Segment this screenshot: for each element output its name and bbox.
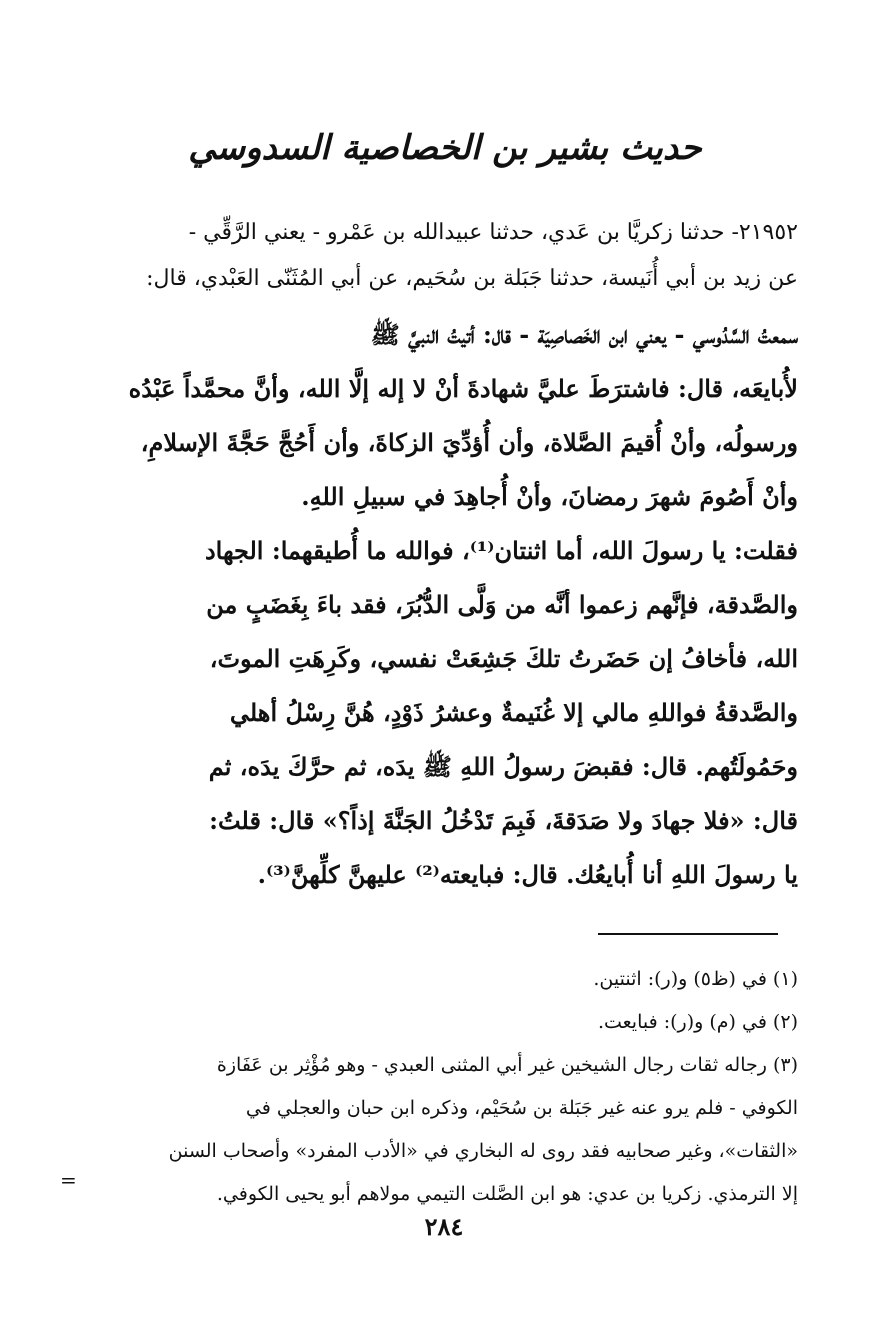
page-number: ٢٨٤ <box>424 1212 464 1241</box>
footnote-line: (٢) في (م) و(ر): فبايعت. <box>597 1011 798 1033</box>
text-line: عن زيد بن أبي أُنَيسة، حدثنا جَبَلة بن سُحَيم، عن أبي المُثَنّى العَبْدي، قال: <box>146 266 798 291</box>
text-line: يا رسولَ اللهِ أنا أُبايعُك. قال: فبايعته⁽²⁾ عليهنَّ كلِّهنَّ⁽³⁾. <box>257 860 798 889</box>
footnote-line: إلا الترمذي. زكريا بن عدي: هو ابن الصَّلت التيمي مولاهم أبو يحيى الكوفي. <box>216 1183 798 1205</box>
text-line: سمعتُ السَّدُوسي - يعني ابن الخَصاصِيَة - قال: أتيتُ النبيَّ ﷺ <box>370 320 798 349</box>
section-title: حديث بشير بن الخصاصية السدوسي <box>188 128 702 168</box>
text-line: لأُبايعَه، قال: فاشترَطَ عليَّ شهادةَ أنْ لا إله إلَّا الله، وأنَّ محمَّداً عَبْدُه <box>128 374 798 403</box>
text-line: والصَّدقةُ فواللهِ مالي إلا غُنَيمةٌ وعشرُ ذَوْدٍ، هُنَّ رِسْلُ أهلي <box>229 698 798 727</box>
continuation-mark: = <box>60 1168 77 1192</box>
text-line: ورسولُه، وأنْ أُقيمَ الصَّلاة، وأن أُؤدِّيَ الزكاةَ، وأن أَحُجَّ حَجَّةَ الإسلامِ، <box>140 428 798 457</box>
paragraph-2 <box>72 524 798 902</box>
text-line: وأنْ أَصُومَ شهرَ رمضانَ، وأنْ أُجاهِدَ في سبيلِ اللهِ. <box>301 482 798 511</box>
footnote-line: الكوفي - فلم يرو عنه غير جَبَلة بن سُحَيْم، وذكره ابن حبان والعجلي في <box>245 1097 798 1119</box>
footnote-separator <box>598 933 778 935</box>
footnotes <box>72 958 798 1216</box>
text-line: قال: «فلا جهادَ ولا صَدَقةَ، فَبِمَ تَدْخُلُ الجَنَّةَ إذاً؟» قال: قلتُ: <box>209 806 798 835</box>
text-line: فقلت: يا رسولَ الله، أما اثنتان⁽¹⁾، فوالله ما أُطيقهما: الجهاد <box>204 536 798 565</box>
hadith-intro <box>72 210 798 302</box>
footnote-line: «الثقات»، وغير صحابيه فقد روى له البخاري في «الأدب المفرد» وأصحاب السنن <box>168 1140 798 1162</box>
footnote-line: (١) في (ظ٥) و(ر): اثنتين. <box>593 968 798 990</box>
text-line: والصَّدقة، فإنَّهم زعموا أنَّه من وَلَّى الدُّبُرَ، فقد باءَ بِغَضَبٍ من <box>206 590 798 619</box>
text-line: وحَمُولَتُهم. قال: فقبضَ رسولُ اللهِ ﷺ يدَه، ثم حرَّكَ يدَه، ثم <box>208 752 798 781</box>
text-line: ٢١٩٥٢- حدثنا زكريَّا بن عَدي، حدثنا عبيدالله بن عَمْرو - يعني الرَّقِّي - <box>188 220 798 245</box>
footnote-line: (٣) رجاله ثقات رجال الشيخين غير أبي المثنى العبدي - وهو مُؤْثِر بن عَفَازة <box>216 1054 798 1076</box>
paragraph-1 <box>72 308 798 524</box>
text-line: الله، فأخافُ إن حَضَرتُ تلكَ جَشِعَتْ نفسي، وكَرِهَتِ الموتَ، <box>209 644 798 673</box>
